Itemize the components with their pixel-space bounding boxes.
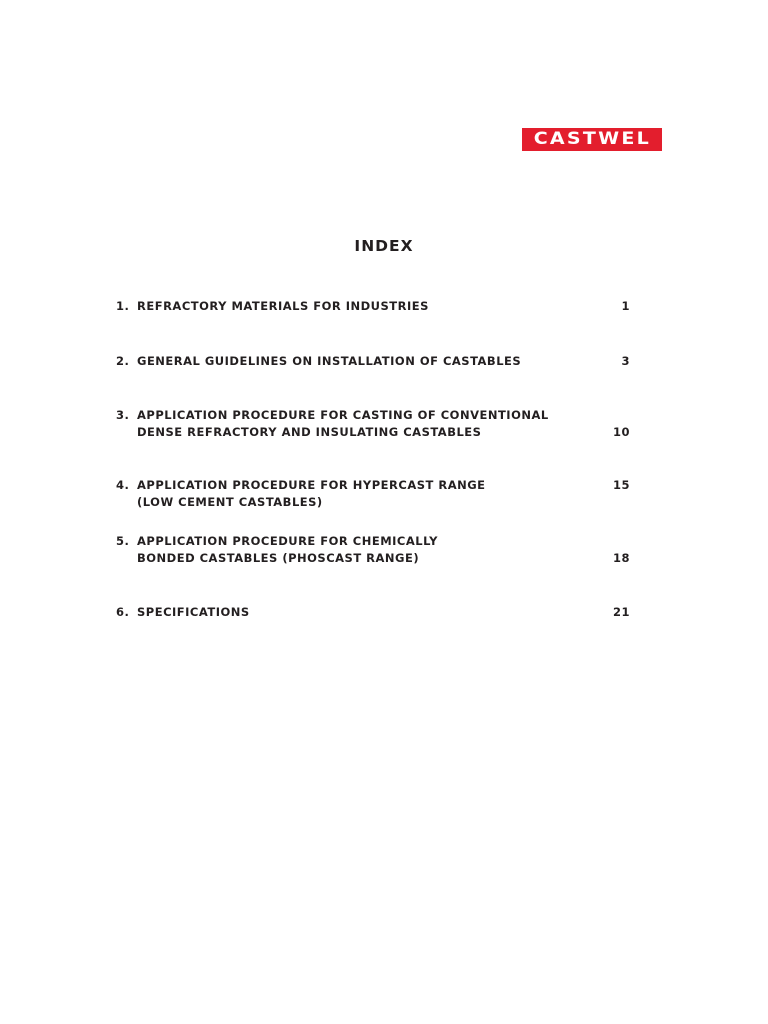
entry-title: REFRACTORY MATERIALS FOR INDUSTRIES: [137, 299, 429, 313]
entry-number: 2.: [116, 354, 130, 368]
index-entry-6: [116, 604, 630, 621]
entry-number: 1.: [116, 299, 130, 313]
index-entry-line: [116, 477, 630, 494]
index-entry-4: [116, 477, 630, 511]
logo-text: CASTWEL: [533, 129, 651, 149]
castwel-logo: [522, 128, 662, 151]
index-entry-line: [116, 298, 630, 315]
entry-title: SPECIFICATIONS: [137, 605, 250, 619]
entry-number: 6.: [116, 605, 130, 619]
index-entry-2: [116, 353, 630, 370]
entry-page-number: 15: [612, 478, 630, 492]
entry-page-number: 3: [621, 354, 630, 368]
index-entry-1: [116, 298, 630, 315]
entry-title-continued: (LOW CEMENT CASTABLES): [137, 495, 323, 509]
entry-title-continued: BONDED CASTABLES (PHOSCAST RANGE): [137, 551, 420, 565]
index-entry-line: [116, 604, 630, 621]
entry-number: 4.: [116, 478, 130, 492]
entry-page-number: 18: [612, 551, 630, 565]
entry-page-number: 21: [612, 605, 630, 619]
entry-page-number: 1: [621, 299, 630, 313]
entry-page-number: 10: [612, 425, 630, 439]
entry-title: APPLICATION PROCEDURE FOR CASTING OF CONVENTIONAL: [137, 408, 549, 422]
index-entry-5: [116, 533, 630, 567]
entry-title: APPLICATION PROCEDURE FOR CHEMICALLY: [137, 534, 438, 548]
index-entry-line: [116, 353, 630, 370]
index-entry-line: [116, 533, 630, 550]
entry-number: 5.: [116, 534, 130, 548]
page-title: INDEX: [354, 237, 414, 255]
index-entry-line: [116, 494, 630, 511]
entry-title: APPLICATION PROCEDURE FOR HYPERCAST RANGE: [137, 478, 486, 492]
index-entry-3: [116, 407, 630, 441]
index-entry-line: [116, 424, 630, 441]
index-entry-line: [116, 407, 630, 424]
entry-title: GENERAL GUIDELINES ON INSTALLATION OF CASTABLES: [137, 354, 522, 368]
index-entry-line: [116, 550, 630, 567]
entry-number: 3.: [116, 408, 130, 422]
entry-title-continued: DENSE REFRACTORY AND INSULATING CASTABLES: [137, 425, 482, 439]
